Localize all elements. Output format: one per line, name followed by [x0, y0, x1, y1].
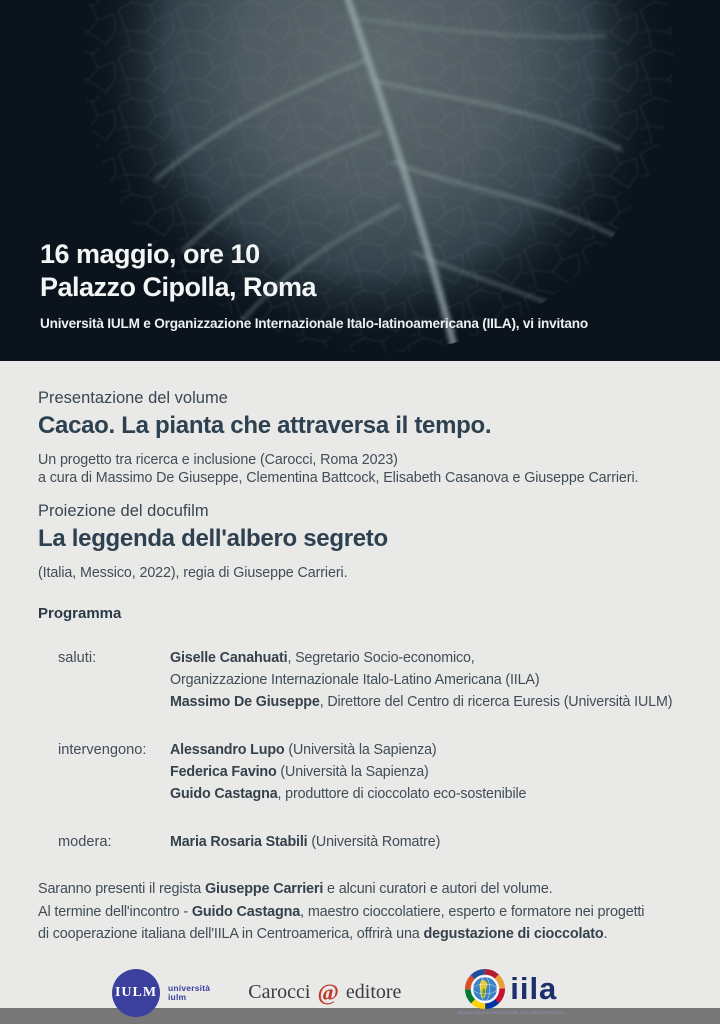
carocci-logo-suffix: editore [345, 981, 402, 1003]
program-label-saluti: saluti: [58, 650, 97, 666]
closing-note [38, 878, 682, 946]
hero-section [0, 0, 720, 361]
closing-text: Saranno presenti il regista [38, 881, 205, 897]
closing-line [38, 878, 682, 901]
closing-text: . [603, 926, 608, 942]
carocci-at-icon: @ [317, 979, 339, 1005]
closing-highlight: Giuseppe Carrieri [204, 881, 324, 897]
speaker-role: (Università la Sapienza) [284, 742, 437, 758]
program-line [170, 831, 682, 853]
speaker-role: Organizzazione Internazionale Italo-Latino Americana (IILA) [170, 672, 540, 688]
closing-text: di cooperazione italiana dell'IILA in Centroamerica, offrirà una [38, 926, 424, 942]
volume-subtitle: Un progetto tra ricerca e inclusione (Carocci, Roma 2023) [38, 452, 398, 468]
speaker-name: Maria Rosaria Stabili [170, 834, 308, 850]
iila-logo-text: iila [510, 971, 558, 1006]
iulm-logo-caption [168, 984, 210, 1002]
iulm-caption-line: iulm [168, 991, 187, 1002]
speaker-name: Alessandro Lupo [170, 742, 285, 758]
speaker-role: (Università Romatre) [307, 834, 441, 850]
iila-globe-icon [464, 968, 506, 1010]
volume-section [38, 388, 682, 487]
iulm-logo [112, 969, 210, 1017]
logos-row [38, 962, 682, 1024]
volume-kicker: Presentazione del volume [38, 389, 228, 407]
program-list [38, 647, 682, 853]
program-row-modera [38, 831, 682, 853]
closing-text: Al termine dell'incontro - [38, 903, 192, 920]
event-location: Palazzo Cipolla, Roma [40, 272, 317, 302]
program-heading: Programma [38, 605, 122, 622]
poster-body [0, 361, 720, 1024]
program-content-intervengono [170, 739, 682, 805]
closing-text: e alcuni curatori e autori del volume. [323, 881, 553, 897]
program-line [170, 691, 682, 713]
program-line [170, 647, 682, 669]
invitation-line: Università IULM e Organizzazione Internazionale Italo-latinoamericana (IILA), vi invitano [40, 316, 588, 331]
iulm-logo-text: IULM [114, 984, 158, 1000]
iila-logo-row [464, 968, 557, 1010]
speaker-name: Giselle Canahuati [170, 650, 288, 666]
program-content-modera [170, 831, 682, 853]
speaker-name: Guido Castagna [170, 786, 278, 802]
closing-line [38, 923, 682, 946]
iulm-logo-icon [112, 969, 160, 1017]
film-kicker: Proiezione del docufilm [38, 502, 209, 520]
speaker-role: , Direttore del Centro di ricerca Euresis (Università IULM) [319, 694, 673, 710]
closing-highlight: Guido Castagna [191, 903, 301, 920]
iila-logo [440, 968, 582, 1017]
carocci-logo [248, 980, 401, 1006]
program-label-intervengono: intervengono: [58, 742, 147, 758]
closing-text: , maestro cioccolatiere, esperto e formatore nei progetti [300, 903, 645, 920]
event-date: 16 maggio, ore 10 [40, 239, 260, 269]
speaker-name: Massimo De Giuseppe [170, 694, 320, 710]
volume-credits: a cura di Massimo De Giuseppe, Clementina Battcock, Elisabeth Casanova e Giuseppe Carrieri. [38, 470, 639, 486]
event-date-location [40, 238, 316, 304]
program-line [170, 669, 682, 691]
closing-highlight: degustazione di cioccolato [423, 926, 604, 942]
film-title: La leggenda dell'albero segreto [38, 525, 388, 552]
program-label-modera: modera: [58, 834, 112, 850]
program-line [170, 783, 682, 805]
film-subtitle: (Italia, Messico, 2022), regia di Giuseppe Carrieri. [38, 565, 348, 581]
iila-logo-caption: Organizzazione Internazionale Italo-Latino Americana [457, 1011, 565, 1016]
program-row-saluti [38, 647, 682, 713]
program-content-saluti [170, 647, 682, 713]
program-line [170, 761, 682, 783]
speaker-role: , Segretario Socio-economico, [287, 650, 475, 666]
film-section [38, 501, 682, 582]
closing-line [38, 901, 682, 924]
volume-title: Cacao. La pianta che attraversa il tempo. [38, 412, 492, 439]
program-row-intervengono [38, 739, 682, 805]
carocci-logo-name: Carocci [248, 981, 311, 1003]
speaker-role: , produttore di cioccolato eco-sostenibile [277, 786, 527, 802]
program-line [170, 739, 682, 761]
leaf-macro-photo [0, 0, 720, 361]
speaker-name: Federica Favino [170, 764, 277, 780]
speaker-role: (Università la Sapienza) [276, 764, 429, 780]
iulm-caption-line: università [168, 982, 211, 993]
